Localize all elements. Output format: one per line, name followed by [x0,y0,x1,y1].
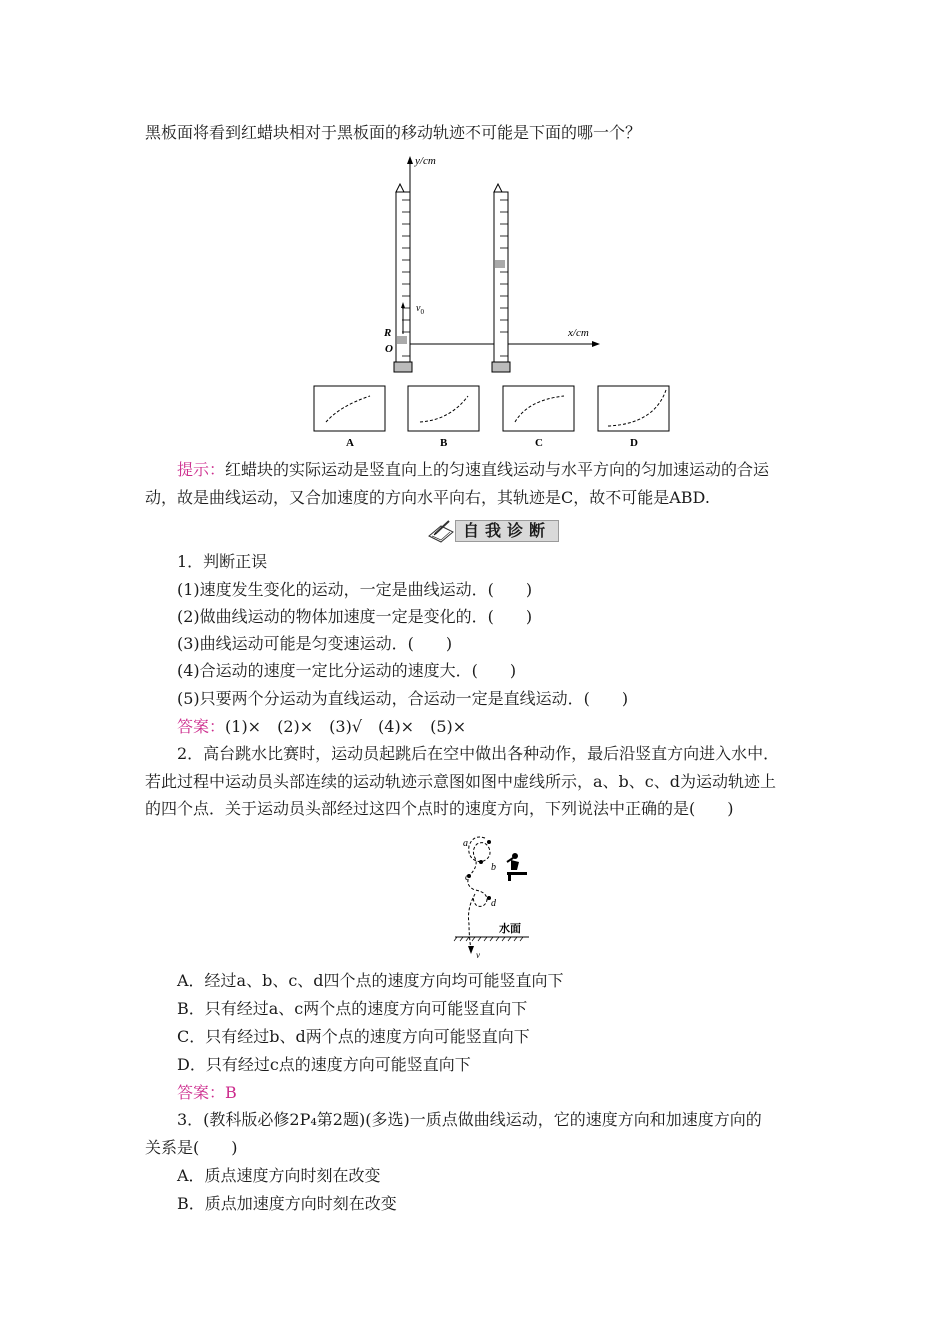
point-c-label: c [465,872,470,883]
q2-answer [177,1083,237,1103]
q1-item-4: (4)合运动的速度一定比分运动的速度大．( ) [177,661,517,680]
q2-option-a: A．经过a、b、c、d四个点的速度方向均可能竖直向下 [177,971,564,990]
origin-label: O [385,343,393,355]
option-a-box [314,386,385,449]
q3-line-2: 关系是( ) [145,1138,238,1157]
q1-answer [177,717,466,737]
q2-line-2: 若此过程中运动员头部连续的运动轨迹示意图如图中虚线所示，a、b、c、d为运动轨迹上 [145,772,776,791]
option-c-label: C [535,437,543,449]
point-d-label: d [491,898,496,909]
r-label: R [384,327,392,339]
banner-title: 自我诊断 [455,520,559,542]
tube-figure [370,150,610,380]
q3-option-b: B．质点加速度方向时刻在改变 [177,1194,397,1213]
q1-item-5: (5)只要两个分运动为直线运动，合运动一定是直线运动．( ) [177,689,629,708]
diving-figure [445,828,545,960]
hint-line-1 [177,460,769,480]
q1-item-2: (2)做曲线运动的物体加速度一定是变化的．( ) [177,607,533,626]
q2-line-3: 的四个点．关于运动员头部经过这四个点时的速度方向，下列说法中正确的是( ) [145,799,734,818]
hint-label: 提示： [177,460,226,479]
self-diagnosis-banner [427,516,559,546]
point-a-label: a [463,838,468,849]
q2-answer-label: 答案： [177,1083,226,1102]
q3-line-1: 3．(教科版必修2P₄第2题)(多选)一质点做曲线运动，它的速度方向和加速度方向的 [177,1110,762,1129]
q2-option-d: D．只有经过c点的速度方向可能竖直向下 [177,1055,471,1074]
option-d-label: D [630,437,638,449]
option-b-label: B [440,437,448,449]
q1-answer-value: (1)× (2)× (3)√ (4)× (5)× [225,717,467,736]
option-a-label: A [346,437,354,449]
trajectory-options [310,384,680,454]
water-surface-label: 水面 [499,923,521,935]
q1-answer-label: 答案： [177,717,226,736]
option-c-box [503,386,574,449]
x-axis-label: x/cm [568,327,589,339]
q1-item-3: (3)曲线运动可能是匀变速运动．( ) [177,634,453,653]
q2-option-c: C．只有经过b、d两个点的速度方向可能竖直向下 [177,1027,530,1046]
v0-label: $v_0$ [416,303,424,316]
pen-paper-icon [427,518,455,544]
diver-icon [507,853,527,881]
hint-line-2: 动，故是曲线运动，又合加速度的方向水平向右，其轨迹是C，故不可能是ABD. [145,488,710,507]
velocity-label: v [476,950,480,960]
tube-right [492,184,510,372]
point-b-label: b [491,862,496,873]
q1-title: 1．判断正误 [177,552,268,571]
y-axis-label: y/cm [415,155,436,167]
hint-text-1: 红蜡块的实际运动是竖直向上的匀速直线运动与水平方向的匀加速运动的合运 [225,460,770,479]
q2-answer-value: B [225,1083,237,1102]
q2-option-b: B．只有经过a、c两个点的速度方向可能竖直向下 [177,999,528,1018]
intro-text: 黑板面将看到红蜡块相对于黑板面的移动轨迹不可能是下面的哪一个？ [145,123,642,142]
option-d-box [598,386,669,449]
q3-option-a: A．质点速度方向时刻在改变 [177,1166,381,1185]
option-b-box [408,386,479,449]
q2-line-1: 2．高台跳水比赛时，运动员起跳后在空中做出各种动作，最后沿竖直方向进入水中． [177,744,780,763]
q1-item-1: (1)速度发生变化的运动，一定是曲线运动．( ) [177,580,533,599]
